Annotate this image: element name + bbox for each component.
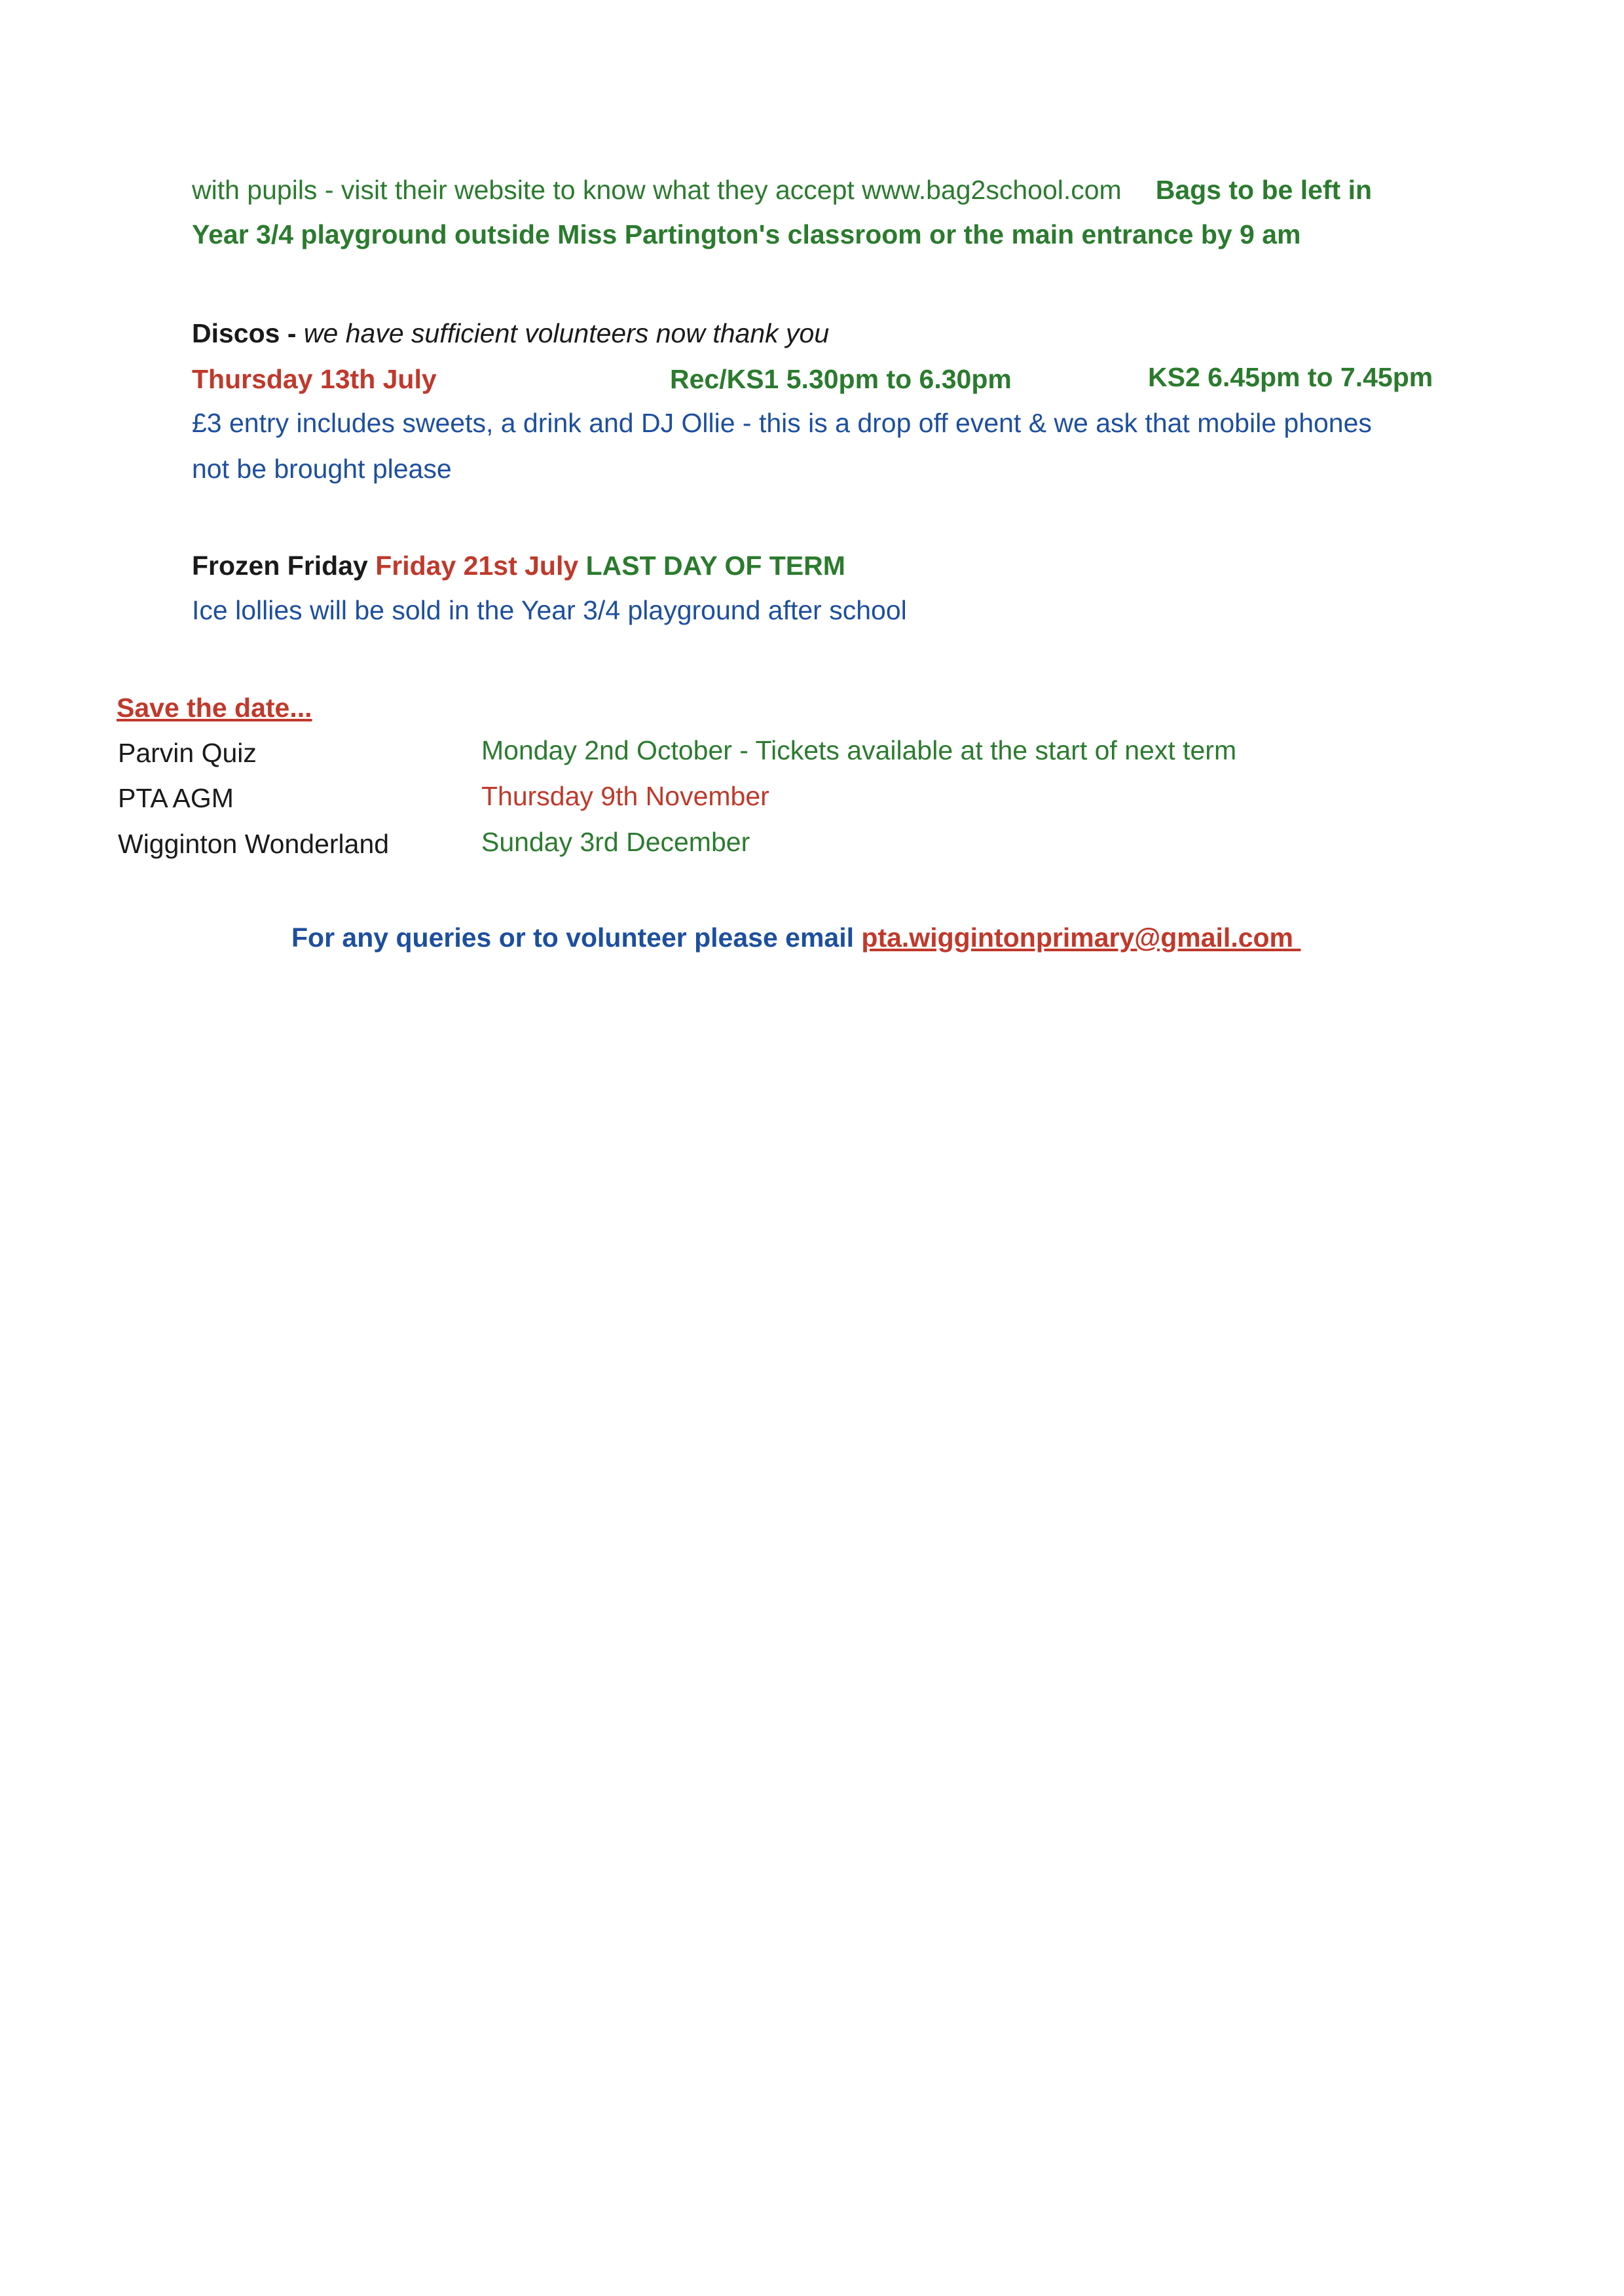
- bag2school-line-2: Year 3/4 playground outside Miss Partington's classroom or the main entrance by 9 am: [192, 219, 1301, 249]
- bag2school-text: with pupils - visit their website to know what they accept www.bag2school.com: [192, 175, 1122, 205]
- event-date: Thursday 9th November: [481, 781, 769, 811]
- frozen-friday-heading-line: [192, 550, 845, 582]
- discos-heading: Discos -: [192, 318, 297, 348]
- bag2school-line-1: [192, 174, 1372, 206]
- event-name: PTA AGM: [118, 783, 234, 813]
- bag2school-bags-note: Bags to be left in: [1155, 175, 1373, 205]
- contact-email-link[interactable]: pta.wiggintonprimary@gmail.com: [861, 922, 1294, 953]
- discos-session-ks1: Rec/KS1 5.30pm to 6.30pm: [670, 364, 1012, 394]
- save-the-date-heading: Save the date...: [117, 693, 312, 723]
- last-day-of-term: LAST DAY OF TERM: [585, 551, 845, 581]
- discos-volunteer-note: we have sufficient volunteers now thank you: [303, 318, 830, 348]
- discos-description-line-1: £3 entry includes sweets, a drink and DJ Ollie - this is a drop off event & we ask that mobile phones: [192, 408, 1372, 438]
- event-date: Monday 2nd October - Tickets available at the start of next term: [481, 735, 1237, 765]
- event-name: Parvin Quiz: [118, 738, 257, 768]
- frozen-friday-heading: Frozen Friday: [192, 551, 368, 581]
- frozen-friday-date: Friday 21st July: [375, 551, 579, 581]
- discos-heading-line: [192, 318, 829, 350]
- contact-text: For any queries or to volunteer please email: [291, 922, 854, 953]
- event-name: Wigginton Wonderland: [118, 829, 390, 859]
- discos-session-ks2: KS2 6.45pm to 7.45pm: [1148, 362, 1433, 392]
- frozen-friday-description: Ice lollies will be sold in the Year 3/4 playground after school: [192, 595, 907, 625]
- contact-line: [291, 922, 1309, 954]
- event-date: Sunday 3rd December: [481, 827, 750, 857]
- discos-date: Thursday 13th July: [192, 364, 437, 394]
- discos-description-line-2: not be brought please: [192, 454, 452, 484]
